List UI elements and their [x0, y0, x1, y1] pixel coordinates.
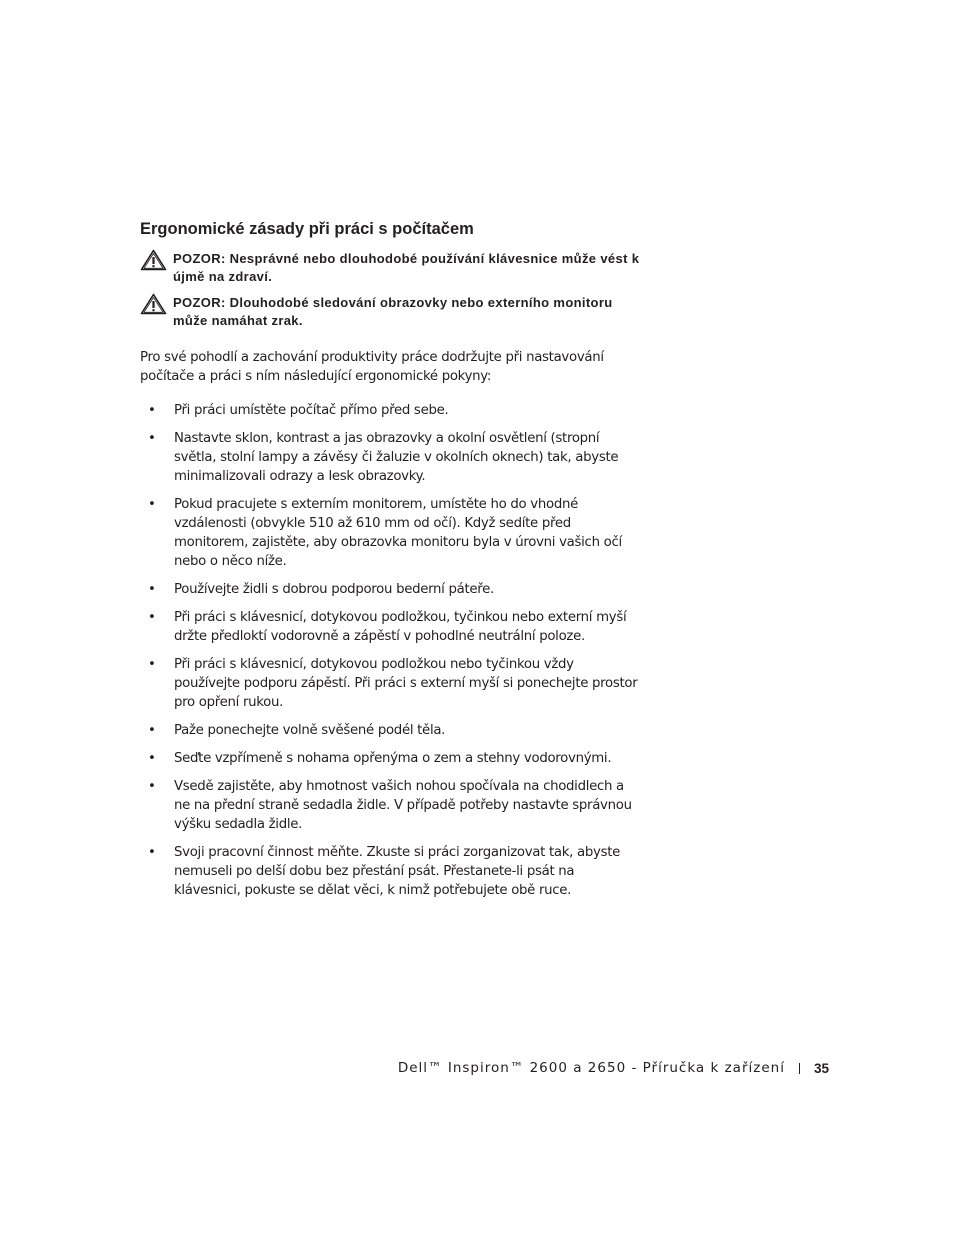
guideline-list [140, 401, 640, 900]
list-item [140, 429, 640, 486]
page-footer [398, 1060, 829, 1076]
bullet-icon: • [148, 610, 156, 625]
bullet-icon: • [148, 403, 156, 418]
list-item [140, 608, 640, 646]
bullet-icon: • [148, 657, 156, 672]
caution-note-monitor [140, 294, 640, 330]
list-item-text: Při práci s klávesnicí, dotykovou podložkou nebo tyčinkou vždy používejte podporu zápěstí. Při práci s externí myší si ponechejte prostor pro opření rukou. [174, 657, 638, 710]
list-item-text: Používejte židli s dobrou podporou bederní páteře. [174, 582, 494, 597]
footer-separator [799, 1063, 800, 1074]
section-title: Ergonomické zásady při práci s počítačem [140, 220, 474, 238]
list-item [140, 749, 640, 768]
list-item-text: Paže ponechejte volně svěšené podél těla. [174, 723, 446, 738]
list-item [140, 721, 640, 740]
bullet-icon: • [148, 845, 156, 860]
list-item [140, 655, 640, 712]
list-item [140, 580, 640, 599]
intro-paragraph: Pro své pohodlí a zachování produktivity práce dodržujte při nastavování počítače a práci s ním následující ergonomické pokyny: [140, 350, 604, 384]
list-item-text: Nastavte sklon, kontrast a jas obrazovky a okolní osvětlení (stropní světla, stolní lampy a závěsy či žaluzie v okolních oknech) tak, abyste minimalizovali odrazy a lesk obrazovky. [174, 431, 619, 484]
caution-text: POZOR: Nesprávné nebo dlouhodobé používání klávesnice může vést k újmě na zdraví. [173, 251, 640, 284]
footer-title: Dell™ Inspiron™ 2600 a 2650 - Příručka k zařízení [397, 1060, 785, 1076]
bullet-icon: • [148, 582, 156, 597]
list-item-text: Při práci umístěte počítač přímo před sebe. [174, 403, 449, 418]
page-number: 35 [813, 1060, 829, 1076]
bullet-icon: • [148, 779, 156, 794]
list-item-text: Seďte vzpřímeně s nohama opřenýma o zem a stehny vodorovnými. [174, 751, 612, 766]
list-item [140, 495, 640, 571]
bullet-icon: • [148, 497, 156, 512]
bullet-icon: • [148, 751, 156, 766]
list-item-text: Vsedě zajistěte, aby hmotnost vašich nohou spočívala na chodidlech a ne na přední straně sedadla židle. V případě potřeby nastavte správnou výšku sedadla židle. [174, 779, 632, 832]
list-item [140, 777, 640, 834]
list-item-text: Při práci s klávesnicí, dotykovou podložkou, tyčinkou nebo externí myší držte předloktí vodorovně a zápěstí v pohodlné neutrální poloze. [174, 610, 627, 644]
bullet-icon: • [148, 431, 156, 446]
caution-note-keyboard [140, 250, 640, 286]
list-item [140, 401, 640, 420]
caution-text: POZOR: Dlouhodobé sledování obrazovky nebo externího monitoru může namáhat zrak. [173, 295, 613, 328]
warning-triangle-icon [140, 293, 167, 315]
warning-triangle-icon [140, 249, 167, 271]
bullet-icon: • [148, 723, 156, 738]
list-item-text: Pokud pracujete s externím monitorem, umístěte ho do vhodné vzdálenosti (obvykle 510 až 610 mm od očí). Když sedíte před monitorem, zajistěte, aby obrazovka monitoru byla v úrovni vašich očí nebo o něco níže. [174, 497, 622, 569]
list-item-text: Svoji pracovní činnost měňte. Zkuste si práci zorganizovat tak, abyste nemuseli po delší dobu bez přestání psát. Přestanete-li psát na klávesnici, pokuste se dělat věci, k nimž potřebujete obě ruce. [174, 845, 620, 898]
list-item [140, 843, 640, 900]
page-content [140, 218, 640, 909]
